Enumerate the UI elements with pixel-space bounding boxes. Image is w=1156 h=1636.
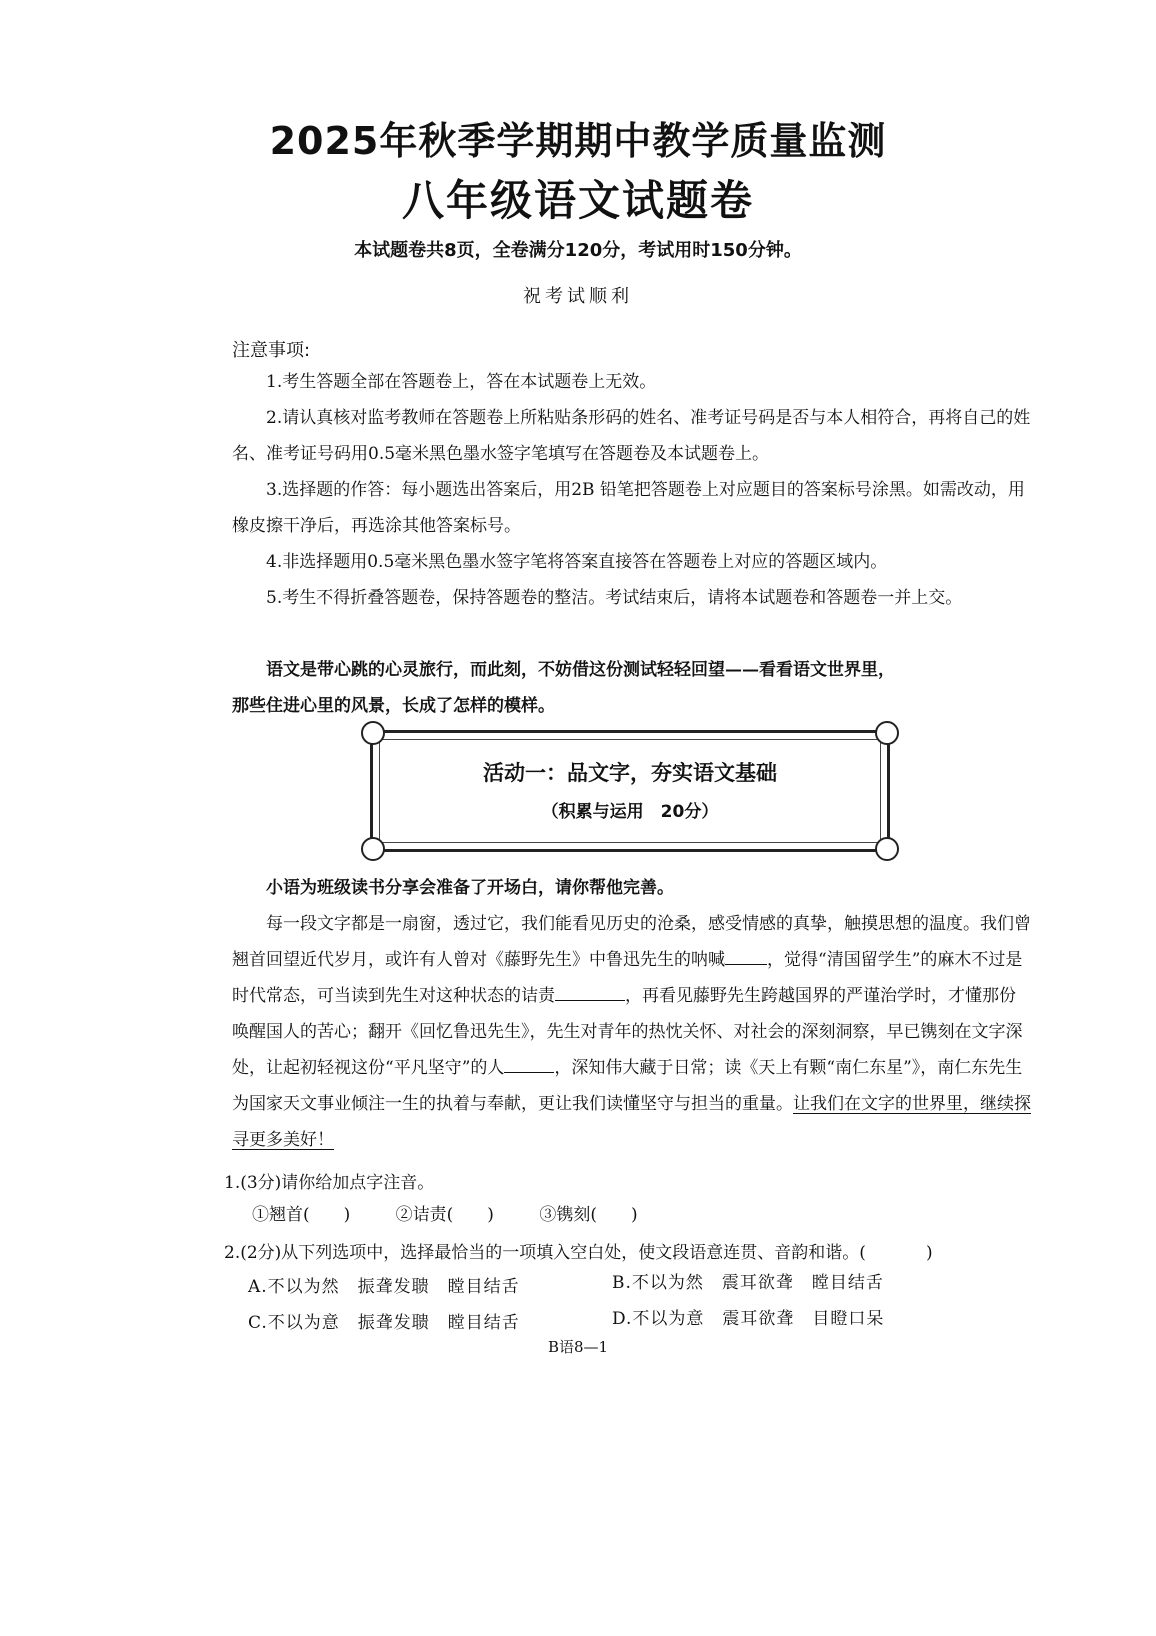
passage-text: ，深知伟大藏于日常；读《天上有颗“南仁东星”》，南仁东先生为国家天文事业倾注一生的执着与奉献，更让我们读懂坚守与担当的重量。 — [232, 1058, 1023, 1114]
passage-text: ，再看见藤野先生跨越国界的严谨治学时，才懂那份唤醒国人的苦心；翻开《回忆鲁迅先生》，先生对青年的热忱关怀、对社会的深刻洞察，早已镌刻在文字深处，让起初轻视这份“平凡坚守”的人 — [232, 986, 1023, 1078]
answer-blank[interactable] — [504, 1052, 554, 1073]
exam-title: 2025年秋季学期期中教学质量监测 — [269, 119, 887, 163]
question-1-stem: 1.(3分)请你给加点字注音。 — [224, 1173, 435, 1193]
activity-score: （积累与运用 20分） — [541, 802, 719, 822]
question-2-text: 2.(2分)从下列选项中，选择最恰当的一项填入空白处，使文段语意连贯、音韵和谐。( — [224, 1243, 866, 1263]
pinyin-item[interactable]: ①翘首( ) — [252, 1205, 351, 1225]
corner-ornament — [875, 721, 899, 745]
answer-blank[interactable] — [725, 944, 767, 965]
note-item: 2.请认真核对监考教师在答题卷上所粘贴条形码的姓名、准考证号码是否与本人相符合，再将自己的姓名、准考证号码用0.5毫米黑色墨水签字笔填写在答题卷及本试题卷上。 — [232, 408, 1031, 464]
pinyin-item[interactable]: ③镌刻( ) — [539, 1205, 638, 1225]
corner-ornament — [875, 837, 899, 861]
choice-b[interactable]: B.不以为然 震耳欲聋 瞠目结舌 — [612, 1273, 884, 1293]
question-2-stem — [224, 1238, 933, 1263]
choice-a[interactable]: A.不以为然 振聋发聩 瞠目结舌 — [248, 1277, 520, 1297]
intro-line: 语文是带心跳的心灵旅行，而此刻，不妨借这份测试轻轻回望——看看语文世界里， — [266, 660, 895, 680]
passage-paragraph — [232, 906, 1032, 1158]
intro-text — [232, 652, 1032, 724]
activity-banner — [370, 730, 890, 852]
bracket-close: ) — [925, 1243, 933, 1263]
notes-heading: 注意事项: — [232, 340, 311, 361]
underlined-sentence: 让我们在文字的世界里，继续探寻更多美好！ — [232, 1094, 1031, 1150]
note-item: 5.考生不得折叠答题卷，保持答题卷的整洁。考试结束后，请将本试题卷和答题卷一并上交。 — [266, 588, 963, 608]
passage-text: ，觉得“清国留学生”的麻木不过是时代常态，可当读到先生对这种状态的诘责 — [232, 950, 1023, 1006]
corner-ornament — [361, 721, 385, 745]
exam-info: 本试题卷共8页，全卷满分120分，考试用时150分钟。 — [354, 240, 802, 261]
passage-text: 每一段文字都是一扇窗，透过它，我们能看见历史的沧桑，感受情感的真挚，触摸思想的温度。我们曾翘首回望近代岁月，或许有人曾对《藤野先生》中鲁迅先生的呐喊 — [232, 914, 1031, 970]
good-luck-text: 祝考试顺利 — [523, 286, 633, 307]
reading-passage — [232, 870, 1032, 1158]
question-1-items — [252, 1200, 678, 1225]
note-item: 1.考生答题全部在答题卷上，答在本试题卷上无效。 — [266, 372, 657, 392]
page-number: B语8—1 — [547, 1338, 609, 1356]
exam-subtitle: 八年级语文试题卷 — [401, 176, 754, 225]
note-item: 3.选择题的作答：每小题选出答案后，用2B 铅笔把答题卷上对应题目的答案标号涂黑。如需改动，用橡皮擦干净后，再选涂其他答案标号。 — [232, 480, 1025, 536]
task-lead: 小语为班级读书分享会准备了开场白，请你帮他完善。 — [266, 878, 674, 898]
answer-blank[interactable] — [555, 980, 625, 1001]
choice-c[interactable]: C.不以为意 振聋发聩 瞠目结舌 — [248, 1313, 520, 1333]
note-item: 4.非选择题用0.5毫米黑色墨水签字笔将答案直接答在答题卷上对应的答题区域内。 — [266, 552, 888, 572]
choice-d[interactable]: D.不以为意 震耳欲聋 目瞪口呆 — [612, 1309, 885, 1329]
notes-list — [232, 364, 1032, 616]
pinyin-item[interactable]: ②诘责( ) — [395, 1205, 494, 1225]
intro-line: 那些住进心里的风景，长成了怎样的模样。 — [232, 696, 555, 716]
activity-title: 活动一：品文字，夯实语文基础 — [483, 760, 777, 785]
corner-ornament — [361, 837, 385, 861]
